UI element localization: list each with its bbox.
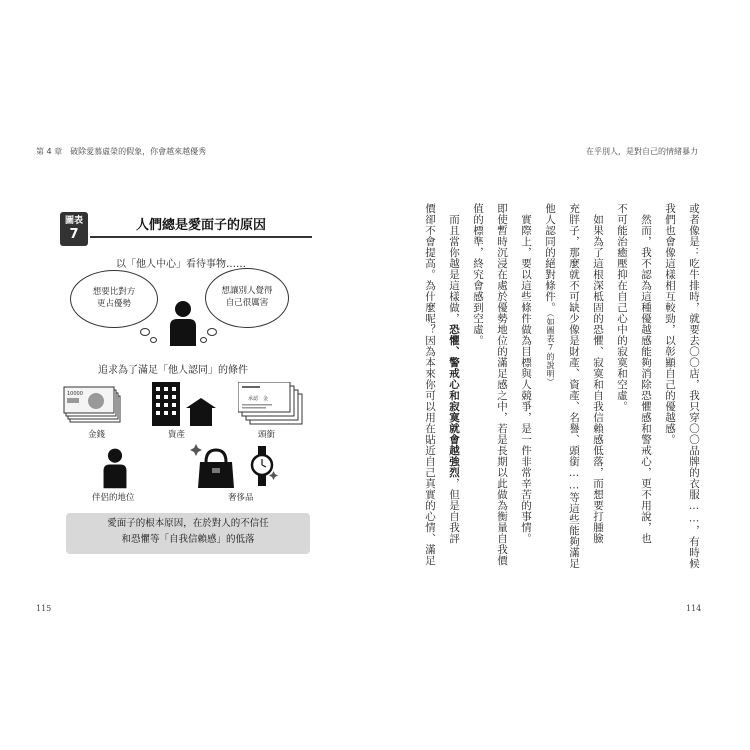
bubble-dot xyxy=(140,328,150,336)
figure-subtitle: 以「他人中心」看待事物…… xyxy=(116,259,246,270)
text-column: 值的標準，終究會感到空虛。 xyxy=(472,203,484,346)
bubble-dot xyxy=(200,337,207,343)
text-column: 價卻不會提高。為什麼呢？因為本來你可以用在貼近自己真實的心情、滿足 xyxy=(424,203,436,566)
thought-bubble-right xyxy=(205,268,289,328)
figure-title-bar xyxy=(60,212,312,242)
text-column: 如果為了這根深柢固的恐懼、寂寞和自我信賴感低落，而想要打腫臉 xyxy=(592,203,604,544)
bubble-dot xyxy=(207,328,217,336)
figure-title-rule xyxy=(90,236,312,238)
bubble-right-line1: 想讓別人覺得 xyxy=(221,286,273,296)
banknotes-icon xyxy=(62,384,124,426)
text-column xyxy=(544,203,556,603)
building-icon xyxy=(150,382,218,426)
business-card-icon xyxy=(238,382,304,426)
text-column: 然而，我不認為這種優越感能夠消除恐懼感和警戒心，更不用說，也 xyxy=(640,203,652,544)
banknote-value: 10000 xyxy=(67,391,83,397)
figure-reference: （如圖表7的說明） xyxy=(546,313,555,387)
bubble-dot xyxy=(150,337,157,343)
caption-luxury: 奢侈品 xyxy=(228,493,254,503)
text-column: 或者像是：吃牛排時，就要去〇〇店，我只穿〇〇品牌的衣服……，有時候 xyxy=(688,203,700,569)
page-number-left: 115 xyxy=(36,604,52,613)
caption-money: 金錢 xyxy=(88,430,106,440)
bubble-left-line2: 更占優勢 xyxy=(96,299,131,309)
text-column: 不可能治癒壓抑在自己心中的寂寞和空虛。 xyxy=(616,203,628,412)
summary-line1: 愛面子的根本原因，在於對人的不信任 xyxy=(107,518,269,529)
person-icon xyxy=(166,300,200,346)
figure-summary-box xyxy=(66,513,310,554)
figure-title: 人們總是愛面子的原因 xyxy=(136,218,267,233)
text-column xyxy=(448,203,459,603)
text-column: 即使暫時沉浸在處於優勢地位的滿足感之中，若是長期以此做為衡量自我價 xyxy=(496,203,508,566)
text-column-start: 而且當你越是這樣做， xyxy=(448,203,460,324)
bubble-right-line2: 自己很厲害 xyxy=(225,298,269,308)
summary-line2: 和恐懼等「自我信賴感」的低落 xyxy=(121,534,255,545)
text-column-end: ，但是自我評 xyxy=(448,478,460,544)
text-column: 實際上，要以這些條件做為目標與人競爭，是一件非常辛苦的事情。 xyxy=(520,203,532,544)
chapter-header: 第 4 章 破除愛慕虛榮的假象，你會越來越優秀 xyxy=(36,147,207,156)
figure-badge-label: 圖表 xyxy=(64,216,83,226)
page-number-right: 114 xyxy=(686,604,702,613)
sparkle-icon xyxy=(190,444,202,456)
bubble-left-line1: 想要比對方 xyxy=(92,287,136,297)
partner-person-icon xyxy=(100,446,130,490)
text-column-main: 他人認同的絕對條件。 xyxy=(544,203,556,313)
card-name: 承認 金 xyxy=(248,396,269,402)
figure-badge-number: 7 xyxy=(69,227,79,242)
emphasis-text: 恐懼、警戒心和寂寞就會越強烈 xyxy=(448,324,460,478)
caption-title: 頭銜 xyxy=(258,430,276,440)
text-column: 我們也會像這樣相互較勁，以彰顯自己的優越感。 xyxy=(664,203,676,445)
figure-badge xyxy=(60,212,88,246)
caption-partner: 伴侶的地位 xyxy=(92,493,135,503)
thought-bubble-left xyxy=(70,270,158,328)
text-column: 充胖子，那麼就不可缺少像是財產、資產、名譽、頭銜……等這些能夠滿足 xyxy=(568,203,580,569)
luxury-goods-icon xyxy=(188,444,278,490)
caption-assets: 資產 xyxy=(168,430,186,440)
figure-section-label: 追求為了滿足「他人認同」的條件 xyxy=(98,365,248,376)
section-header: 在乎別人，是對自己的情緒暴力 xyxy=(586,147,698,156)
